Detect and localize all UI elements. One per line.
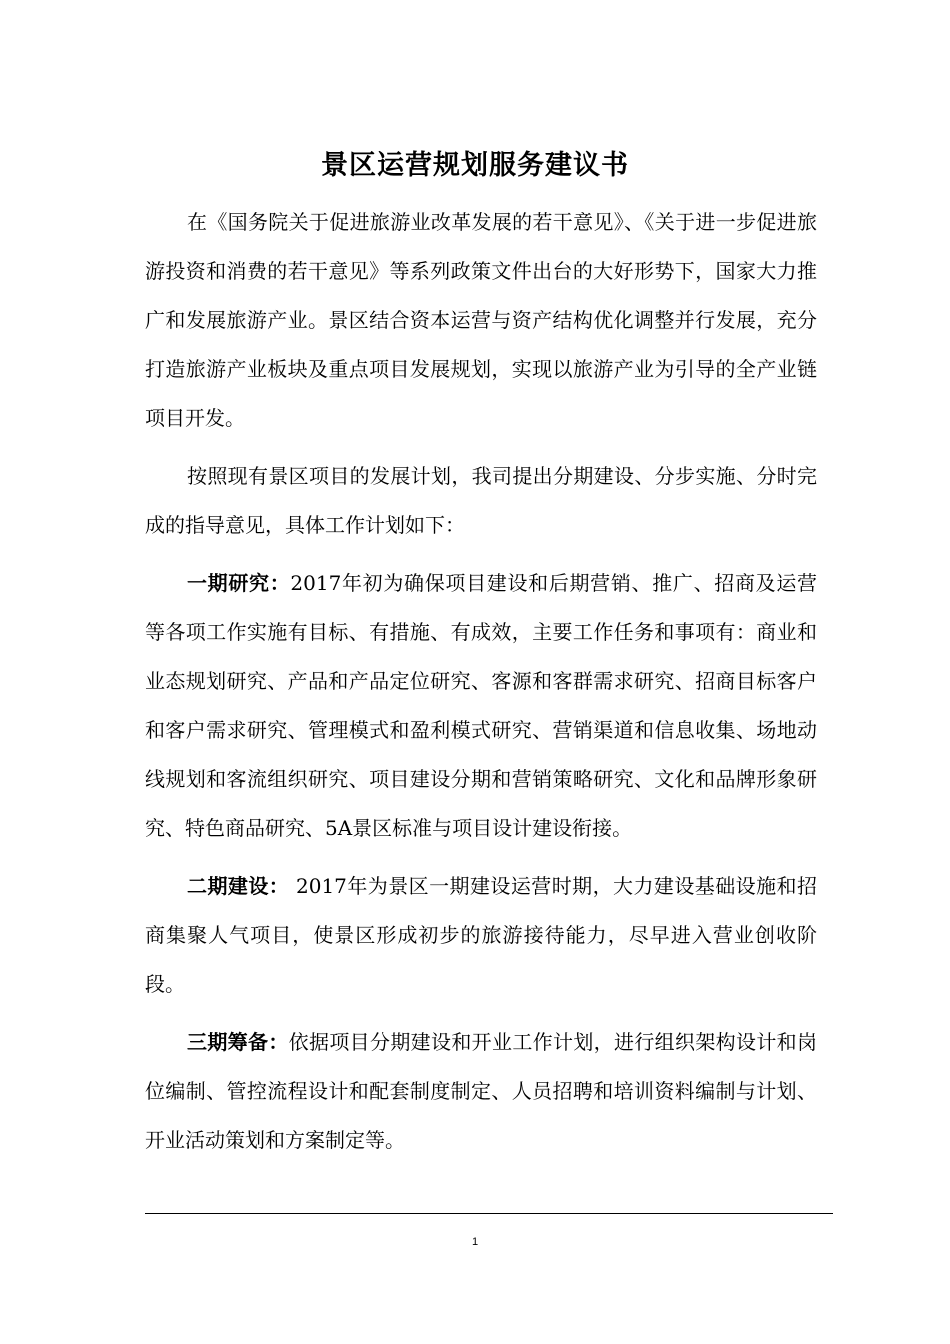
- document-body: [145, 198, 817, 1174]
- paragraph-text: 按照现有景区项目的发展计划，我司提出分期建设、分步实施、分时完成的指导意见，具体工作计划如下：: [145, 464, 817, 537]
- paragraph-development-plan: [145, 452, 817, 550]
- phase-three-label: 三期筹备：: [187, 1030, 289, 1054]
- paragraph-phase-two: [145, 862, 817, 1009]
- paragraph-phase-three: [145, 1018, 817, 1165]
- phase-one-label: 一期研究：: [187, 571, 291, 595]
- paragraph-text: 2017年初为确保项目建设和后期营销、推广、招商及运营等各项工作实施有目标、有措施、有成效，主要工作任务和事项有：商业和业态规划研究、产品和产品定位研究、客源和客群需求研究、招商目标客户和客户需求研究、管理模式和盈利模式研究、营销渠道和信息收集、场地动线规划和客流组织研究、项目建设分期和营销策略研究、文化和品牌形象研究、特色商品研究、5A景区标准与项目设计建设衔接。: [145, 571, 818, 840]
- paragraph-text: 在《国务院关于促进旅游业改革发展的若干意见》、《关于进一步促进旅游投资和消费的若干意见》等系列政策文件出台的大好形势下，国家大力推广和发展旅游产业。景区结合资本运营与资产结构优化调整并行发展，充分打造旅游产业板块及重点项目发展规划，实现以旅游产业为引导的全产业链项目开发。: [145, 210, 817, 430]
- paragraph-text: 依据项目分期建设和开业工作计划，进行组织架构设计和岗位编制、管控流程设计和配套制度制定、人员招聘和培训资料编制与计划、开业活动策划和方案制定等。: [145, 1030, 818, 1152]
- phase-two-label: 二期建设：: [187, 874, 290, 898]
- page-number: 1: [471, 1236, 479, 1248]
- footer-divider: [145, 1213, 833, 1214]
- paragraph-policy-background: [145, 198, 817, 443]
- document-title: 景区运营规划服务建议书: [321, 150, 629, 181]
- paragraph-text: 2017年为景区一期建设运营时期，大力建设基础设施和招商集聚人气项目，使景区形成初步的旅游接待能力，尽早进入营业创收阶段。: [145, 874, 817, 996]
- paragraph-phase-one: [145, 559, 817, 853]
